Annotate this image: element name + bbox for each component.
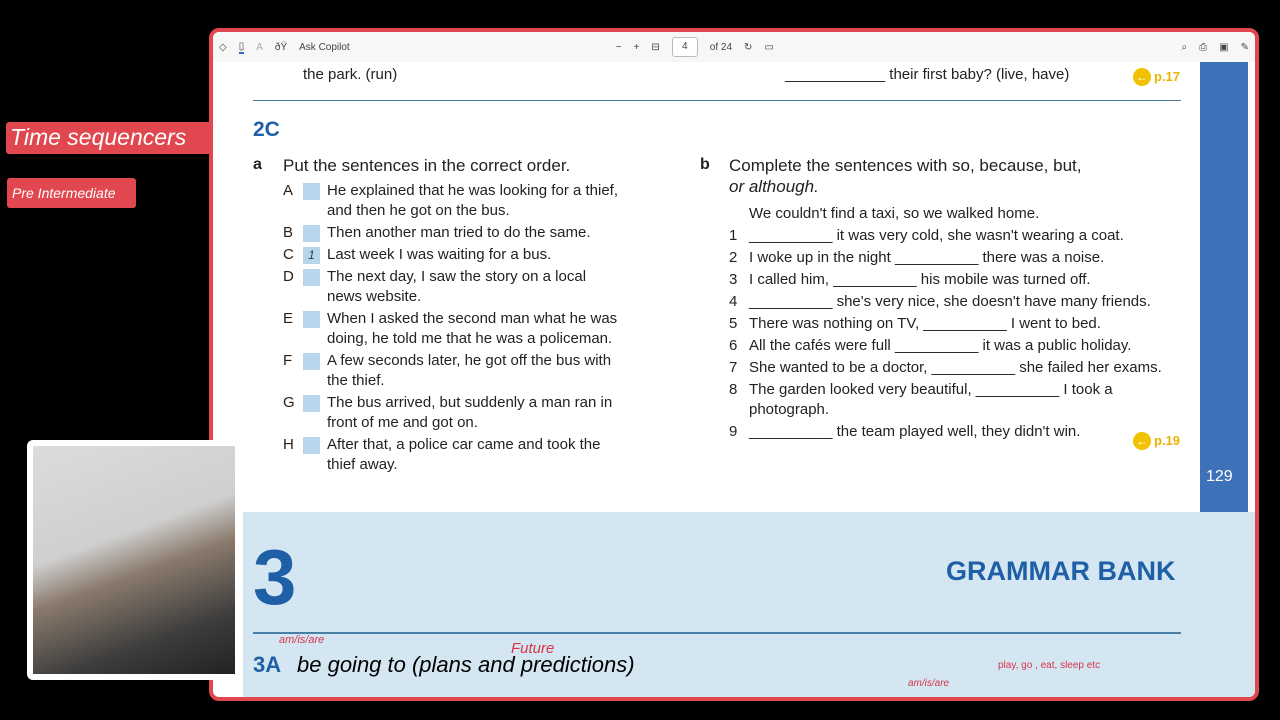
part-a-letter: a — [253, 156, 262, 173]
grammar-bank-title: GRAMMAR BANK — [946, 556, 1176, 586]
part-b-title-2: or although. — [729, 177, 819, 196]
section-heading: 2C — [253, 118, 280, 141]
text-view-icon[interactable]: ▯ — [238, 40, 245, 52]
annotation: am/is/are — [279, 634, 325, 646]
sentence-text: __________ it was very cold, she wasn't wearing a coat. — [749, 227, 1124, 244]
order-box[interactable] — [303, 353, 320, 370]
order-item-text: He explained that he was looking for a thief, — [327, 182, 619, 199]
order-item-text: thief away. — [327, 456, 398, 473]
order-item-text: A few seconds later, he got off the bus with — [327, 352, 612, 369]
annotation: play, go , eat, sleep etc — [998, 660, 1101, 671]
zoom-out-button[interactable]: − — [615, 41, 622, 53]
order-box[interactable] — [303, 437, 320, 454]
sentence-text: photograph. — [749, 401, 830, 418]
fit-page-icon[interactable]: ⊟ — [651, 41, 660, 53]
unit-number: 3 — [253, 533, 297, 621]
subsection-title: be going to (plans and predictions) — [297, 652, 635, 677]
order-box[interactable] — [303, 225, 320, 242]
pdf-viewer-window — [209, 28, 1259, 701]
page-ref[interactable]: ← p.17 — [1133, 68, 1180, 86]
subsection-code: 3A — [253, 652, 282, 677]
order-item-text: news website. — [327, 288, 422, 305]
order-item: C 1 — [283, 246, 320, 264]
order-item-text: The bus arrived, but suddenly a man ran in — [327, 394, 613, 411]
toolbar — [213, 32, 1255, 62]
page-view-icon[interactable]: ▭ — [764, 41, 774, 53]
part-b-letter: b — [700, 156, 710, 173]
sentence-number: 6 — [729, 337, 738, 354]
order-item: D — [283, 268, 320, 286]
order-item-text: front of me and got on. — [327, 414, 478, 431]
order-item-text: Last week I was waiting for a bus. — [327, 246, 552, 263]
order-item: G — [283, 394, 320, 412]
read-aloud-icon[interactable]: A — [256, 41, 263, 53]
page-count: of 24 — [709, 41, 733, 53]
order-item-text: the thief. — [327, 372, 385, 389]
prev-line-left: the park. (run) — [303, 66, 398, 83]
sentence-text: I woke up in the night __________ there was a noise. — [749, 249, 1105, 266]
sentence-number: 9 — [729, 423, 738, 440]
ask-copilot-button[interactable]: Ask Copilot — [299, 41, 350, 53]
order-box[interactable] — [303, 269, 320, 286]
order-item-text: When I asked the second man what he was — [327, 310, 618, 327]
zoom-in-button[interactable]: + — [633, 41, 640, 53]
annotation: Future — [511, 640, 555, 657]
sentence-text: She wanted to be a doctor, __________ she failed her exams. — [749, 359, 1162, 376]
webcam-video — [33, 446, 235, 674]
page-side-strip — [1200, 62, 1248, 512]
annotation: am/is/are — [908, 678, 950, 689]
sentence-number: 3 — [729, 271, 738, 288]
eraser-icon[interactable]: ◇ — [219, 41, 227, 53]
sentence-text: All the cafés were full __________ it was a public holiday. — [749, 337, 1132, 354]
part-a-title: Put the sentences in the correct order. — [283, 156, 571, 175]
edit-icon[interactable]: ✎ — [1240, 41, 1249, 53]
order-item: H — [283, 436, 320, 454]
order-box[interactable]: 1 — [303, 247, 320, 264]
sentence-number: 5 — [729, 315, 738, 332]
prev-line-right: ____________ their first baby? (live, have) — [785, 66, 1070, 83]
order-item-text: The next day, I saw the story on a local — [327, 268, 587, 285]
next-page — [243, 512, 1255, 697]
order-box[interactable] — [303, 183, 320, 200]
topic-label: Time sequencers — [6, 122, 212, 154]
binoculars-icon[interactable]: ðŸ — [274, 41, 288, 53]
page-number-input[interactable]: 4 — [672, 37, 698, 57]
level-label: Pre Intermediate — [7, 178, 136, 208]
sentence-text: __________ the team played well, they didn't win. — [749, 423, 1081, 440]
print-icon[interactable]: ⎙ — [1199, 41, 1208, 53]
sentence-text: The garden looked very beautiful, __________ I took a — [749, 381, 1113, 398]
order-box[interactable] — [303, 395, 320, 412]
sentence-text: There was nothing on TV, __________ I went to bed. — [749, 315, 1101, 332]
order-item-text: After that, a police car came and took the — [327, 436, 601, 453]
sentence-number: 2 — [729, 249, 738, 266]
order-item: F — [283, 352, 320, 370]
sentence-text: I called him, __________ his mobile was turned off. — [749, 271, 1091, 288]
order-item: B — [283, 224, 320, 242]
sentence-text: __________ she's very nice, she doesn't have many friends. — [749, 293, 1151, 310]
page-number: 129 — [1206, 468, 1233, 485]
example-sentence: We couldn't find a taxi, so we walked home. — [749, 205, 1040, 222]
search-icon[interactable]: ⌕ — [1181, 41, 1188, 53]
sentence-number: 7 — [729, 359, 738, 376]
sentence-number: 4 — [729, 293, 738, 310]
webcam-overlay — [27, 440, 241, 680]
rotate-icon[interactable]: ↻ — [744, 41, 753, 53]
order-item-text: doing, he told me that he was a policeman. — [327, 330, 613, 347]
page-ref-2[interactable]: ← p.19 — [1133, 432, 1180, 450]
order-item: A — [283, 182, 320, 200]
save-icon[interactable]: ▣ — [1219, 41, 1229, 53]
order-item-text: Then another man tried to do the same. — [327, 224, 591, 241]
order-item: E — [283, 310, 320, 328]
order-item-text: and then he got on the bus. — [327, 202, 510, 219]
sentence-number: 8 — [729, 381, 738, 398]
order-box[interactable] — [303, 311, 320, 328]
part-b-title: Complete the sentences with so, because, but, — [729, 156, 1082, 175]
pdf-page — [213, 62, 1200, 512]
sentence-number: 1 — [729, 227, 738, 244]
